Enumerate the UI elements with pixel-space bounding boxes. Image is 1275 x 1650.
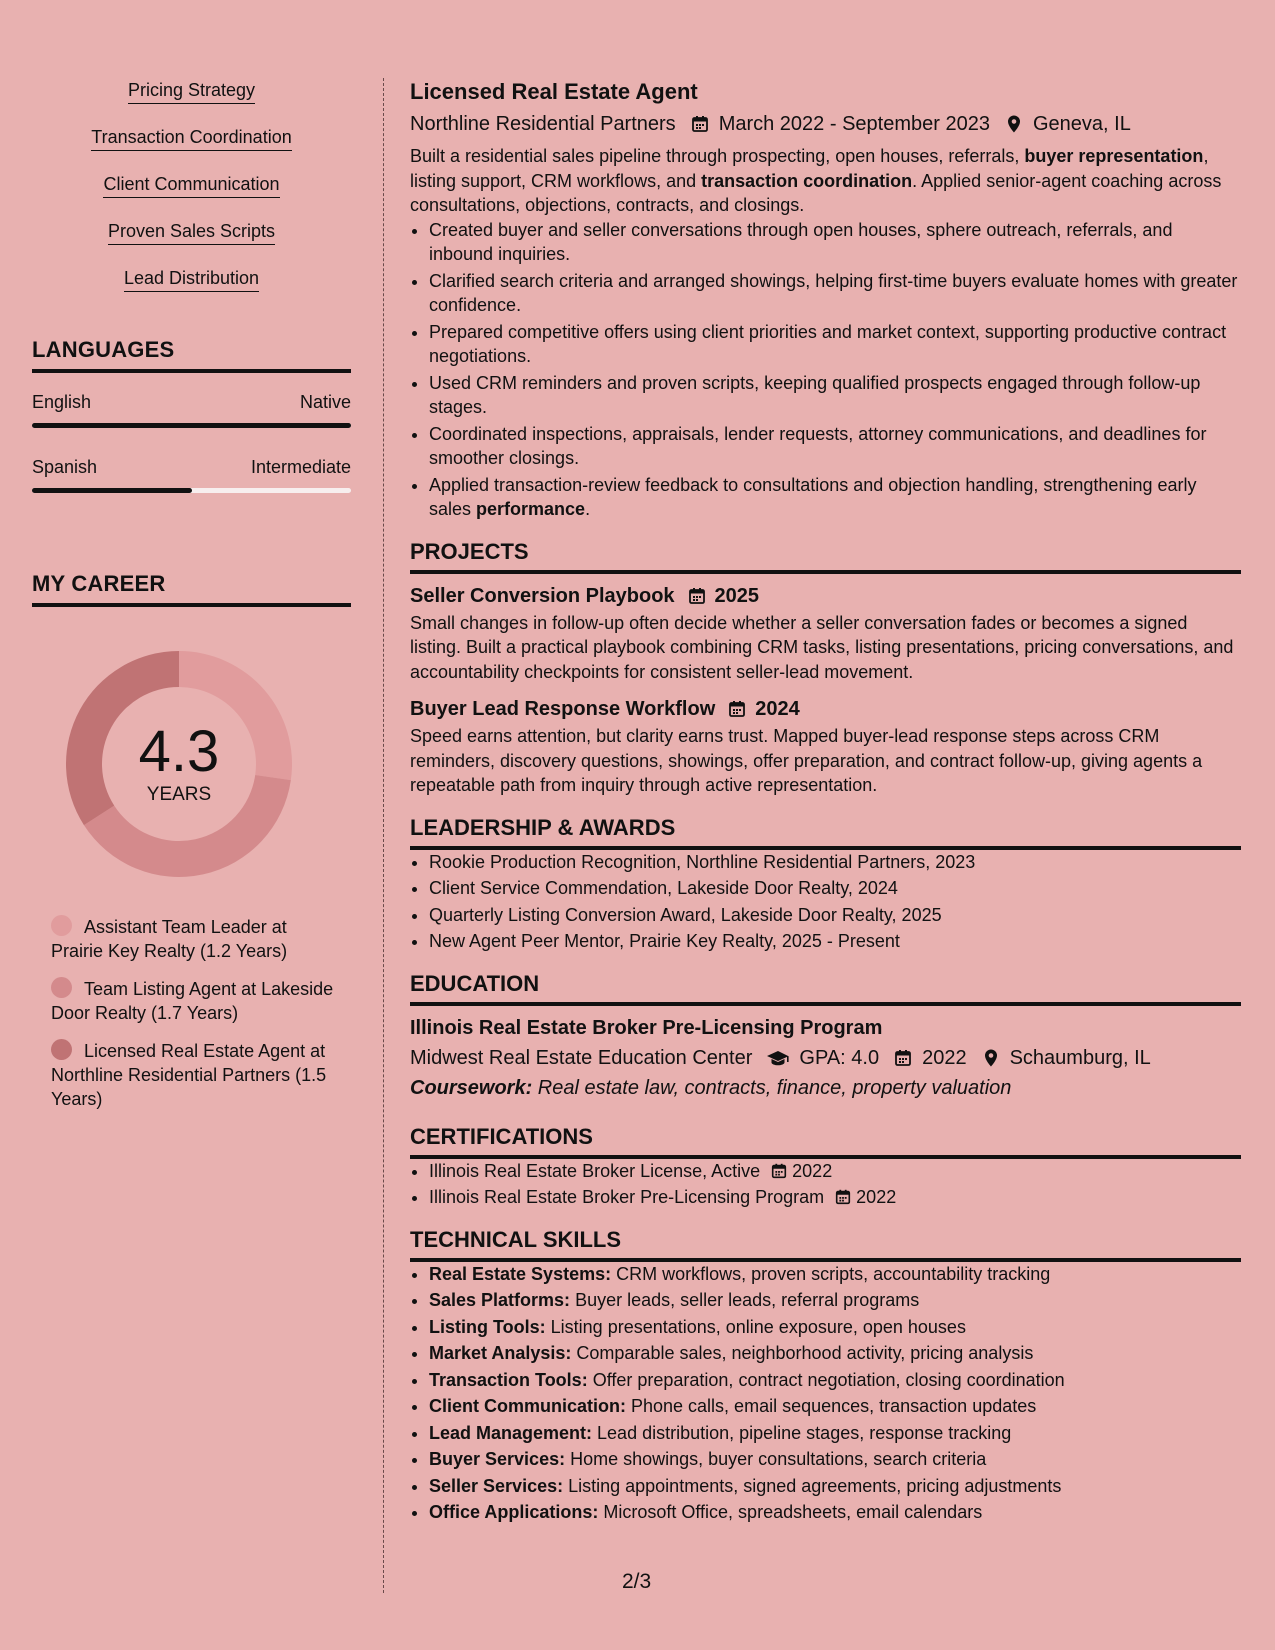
education-program: Illinois Real Estate Broker Pre-Licensing Program — [410, 1016, 883, 1039]
project-title: Seller Conversion Playbook 2025 — [410, 584, 760, 607]
location-pin-icon — [1004, 114, 1024, 134]
career-donut-chart — [64, 649, 294, 879]
job-location: Geneva, IL — [1032, 113, 1131, 135]
career-legend — [51, 915, 341, 1111]
list-item: • Client Service Commendation, Lakeside Door Realty, 2024 — [429, 876, 1241, 901]
skill-tag: Client Communication — [103, 172, 279, 198]
career-section — [32, 571, 351, 1111]
calendar-icon — [770, 1162, 788, 1180]
school-name: Midwest Real Estate Education Center — [410, 1046, 753, 1069]
career-total-unit: YEARS — [146, 784, 212, 805]
coursework: Coursework: Real estate law, contracts, finance, property valuation — [410, 1076, 1012, 1099]
job-summary: Built a residential sales pipeline through prospecting, open houses, referrals, buyer representation, listing support, CRM workflows, and transaction coordination. Applied senior-agent coaching across consultations, objections, contracts, and closings. — [410, 146, 1222, 215]
location-pin-icon — [981, 1048, 1001, 1068]
career-legend-item — [51, 1039, 341, 1111]
language-row — [32, 391, 351, 428]
language-level: Native — [299, 392, 351, 412]
list-item: • Market Analysis: Comparable sales, neighborhood activity, pricing analysis — [429, 1341, 1241, 1366]
list-item: • Clarified search criteria and arranged showings, helping first-time buyers evaluate homes with greater confidence. — [429, 269, 1241, 318]
education-gpa: GPA: 4.0 — [799, 1046, 880, 1069]
language-level: Intermediate — [250, 457, 351, 477]
language-bar-fill — [32, 423, 351, 428]
project-description: Speed earns attention, but clarity earns trust. Mapped buyer-lead response steps across CRM reminders, discovery questions, showings, offer preparation, and contract follow-up, giving agents a repeatable path from inquiry through active representation. — [410, 726, 1203, 795]
education-meta — [410, 1045, 1241, 1071]
column-divider — [383, 78, 384, 1593]
leadership-heading: LEADERSHIP & AWARDS — [410, 814, 1241, 850]
technical-skills-list — [410, 1262, 1241, 1525]
calendar-icon — [834, 1188, 852, 1206]
list-item: • Transaction Tools: Offer preparation, contract negotiation, closing coordination — [429, 1368, 1241, 1393]
list-item: • Applied transaction-review feedback to consultations and objection handling, strengthening early sales performance. — [429, 473, 1241, 522]
technical-skills-heading: TECHNICAL SKILLS — [410, 1226, 1241, 1262]
list-item: • Used CRM reminders and proven scripts, keeping qualified prospects engaged through follow-up stages. — [429, 371, 1241, 420]
education-year: 2022 — [922, 1046, 967, 1069]
list-item: • Quarterly Listing Conversion Award, Lakeside Door Realty, 2025 — [429, 903, 1241, 928]
list-item: • Created buyer and seller conversations through open houses, sphere outreach, referrals, and inbound inquiries. — [429, 218, 1241, 267]
project-description: Small changes in follow-up often decide whether a seller conversation fades or becomes a signed listing. Built a practical playbook combining CRM tasks, listing presentations, pricing conversations, and accountability checkpoints for consistent seller-lead movement. — [410, 612, 1234, 682]
language-row — [32, 456, 351, 493]
project-year: 2025 — [714, 584, 760, 607]
education-location: Schaumburg, IL — [1009, 1046, 1151, 1069]
list-item: • Rookie Production Recognition, Northline Residential Partners, 2023 — [429, 850, 1241, 875]
career-total-value: 4.3 — [138, 719, 220, 784]
skill-tag: Proven Sales Scripts — [108, 219, 275, 245]
sidebar — [32, 78, 351, 1125]
legend-label: Assistant Team Leader at Prairie Key Realty (1.2 Years) — [51, 917, 288, 961]
legend-label: Licensed Real Estate Agent at Northline Residential Partners (1.5 Years) — [51, 1041, 327, 1109]
skill-tag: Pricing Strategy — [128, 78, 255, 104]
career-legend-item — [51, 977, 341, 1025]
list-item: • Buyer Services: Home showings, buyer consultations, search criteria — [429, 1447, 1241, 1472]
skill-tag: Transaction Coordination — [91, 125, 291, 151]
language-name: English — [32, 392, 92, 412]
list-item: • Sales Platforms: Buyer leads, seller leads, referral programs — [429, 1288, 1241, 1313]
job-bullets — [410, 218, 1241, 522]
awards-list — [410, 850, 1241, 954]
language-bar — [32, 488, 351, 493]
list-item: • Illinois Real Estate Broker Pre-Licensing Program 2022 — [429, 1185, 1241, 1210]
certifications-list — [410, 1159, 1241, 1210]
main-content — [410, 78, 1241, 1527]
languages-heading: LANGUAGES — [32, 337, 351, 373]
career-legend-item — [51, 915, 341, 963]
list-item: • New Agent Peer Mentor, Prairie Key Realty, 2025 - Present — [429, 929, 1241, 954]
list-item: • Office Applications: Microsoft Office, spreadsheets, email calendars — [429, 1500, 1241, 1525]
certifications-heading: CERTIFICATIONS — [410, 1123, 1241, 1159]
language-name: Spanish — [32, 457, 98, 477]
list-item: • Prepared competitive offers using client priorities and market context, supporting productive contract negotiations. — [429, 320, 1241, 369]
language-bar-fill — [32, 488, 192, 493]
skill-tag: Lead Distribution — [124, 266, 259, 292]
company-name: Northline Residential Partners — [410, 113, 676, 135]
list-item: • Seller Services: Listing appointments, signed agreements, pricing adjustments — [429, 1474, 1241, 1499]
list-item: • Listing Tools: Listing presentations, online exposure, open houses — [429, 1315, 1241, 1340]
graduation-cap-icon — [766, 1048, 790, 1068]
calendar-icon — [690, 114, 710, 134]
projects-heading: PROJECTS — [410, 538, 1241, 574]
languages-section — [32, 337, 351, 493]
job-meta — [410, 111, 1241, 137]
list-item: • Coordinated inspections, appraisals, lender requests, attorney communications, and deadlines for smoother closings. — [429, 422, 1241, 471]
list-item: • Real Estate Systems: CRM workflows, proven scripts, accountability tracking — [429, 1262, 1241, 1287]
list-item: • Client Communication: Phone calls, email sequences, transaction updates — [429, 1394, 1241, 1419]
job-title: Licensed Real Estate Agent — [410, 79, 698, 104]
education-heading: EDUCATION — [410, 970, 1241, 1006]
job-dates: March 2022 - September 2023 — [718, 113, 990, 135]
skill-tags — [32, 78, 351, 313]
career-heading: MY CAREER — [32, 571, 351, 607]
legend-label: Team Listing Agent at Lakeside Door Realty (1.7 Years) — [51, 979, 334, 1023]
legend-dot — [51, 977, 72, 998]
page-number: 2/3 — [622, 1570, 652, 1593]
legend-dot — [51, 915, 72, 936]
calendar-icon — [687, 586, 707, 606]
project-title: Buyer Lead Response Workflow 2024 — [410, 698, 800, 720]
calendar-icon — [893, 1048, 913, 1068]
calendar-icon — [727, 699, 747, 719]
legend-dot — [51, 1039, 72, 1060]
list-item: • Illinois Real Estate Broker License, Active 2022 — [429, 1159, 1241, 1184]
list-item: • Lead Management: Lead distribution, pipeline stages, response tracking — [429, 1421, 1241, 1446]
project-year: 2024 — [755, 698, 800, 720]
language-bar — [32, 423, 351, 428]
